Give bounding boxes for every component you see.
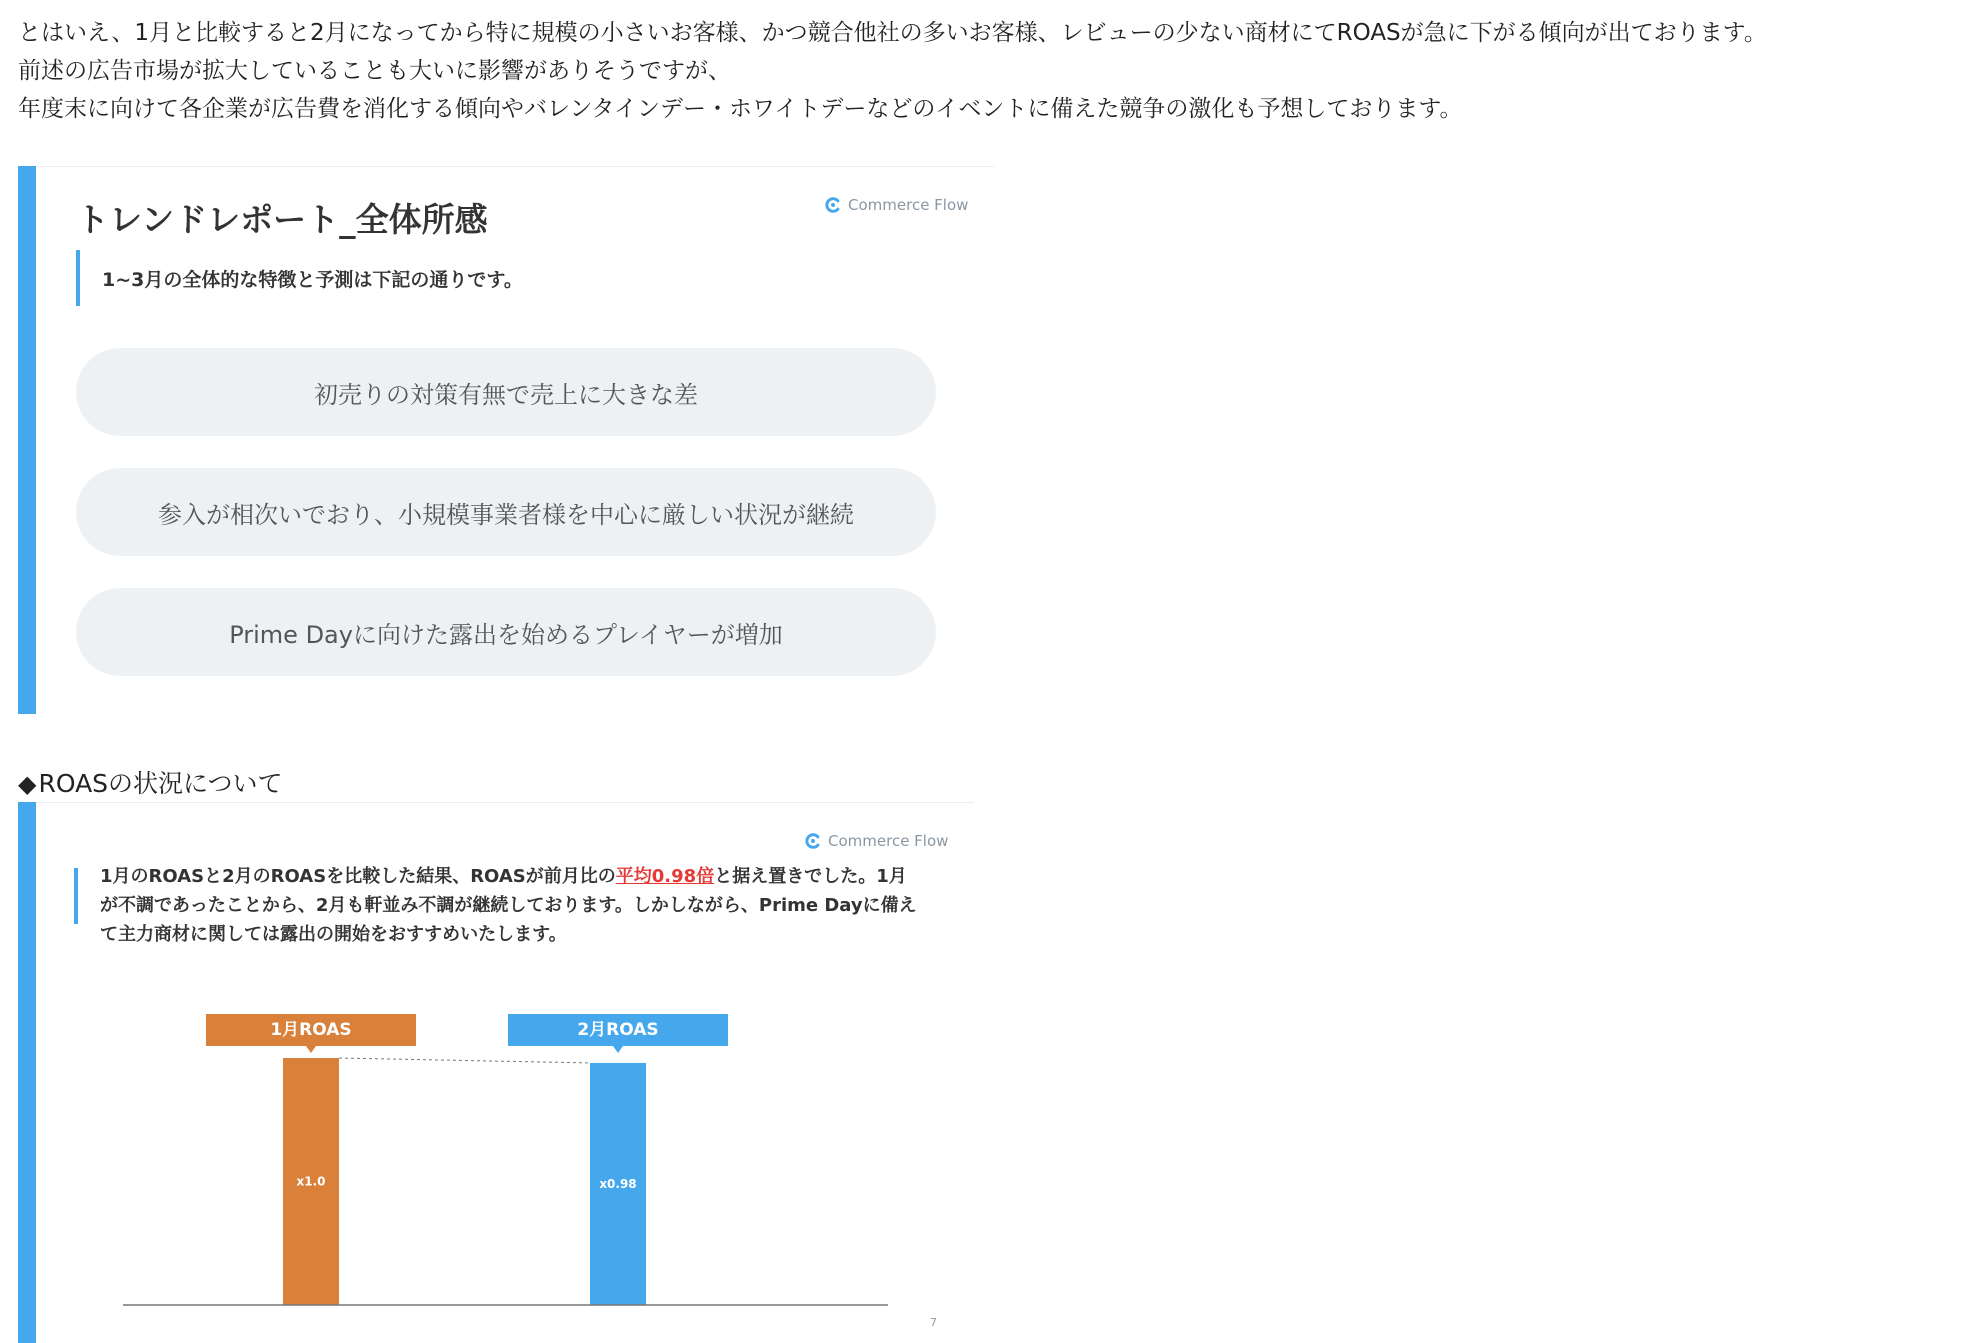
category-label-2: 2月ROAS <box>577 1020 659 1040</box>
slide-lead-quote <box>76 250 523 306</box>
brand-name: Commerce Flow <box>848 196 969 214</box>
slide-top-border <box>36 166 994 167</box>
intro-line-3: 年度末に向けて各企業が広告費を消化する傾向やバレンタインデー・ホワイトデーなどのイベントに備えた競争の激化も予想しております。 <box>18 96 1463 122</box>
slide-top-border <box>36 802 974 803</box>
summary-text-start: 1月のROASと2月のROASを比較した結果、ROASが前月比の <box>100 866 616 887</box>
section-heading-roas <box>18 764 283 800</box>
commerce-flow-logo-icon <box>804 832 822 850</box>
trend-point-2: 参入が相次いでおり、小規模事業者様を中心に厳しい状況が継続 <box>76 468 936 556</box>
brand-logo <box>804 832 948 850</box>
bar-value-label-2: x0.98 <box>599 1176 637 1191</box>
trend-point-1: 初売りの対策有無で売上に大きな差 <box>76 348 936 436</box>
roas-bar-chart <box>78 992 898 1332</box>
commerce-flow-logo-icon <box>824 196 842 214</box>
summary-text-end: と据え置きでした。1月が不調であったことから、2月も軒並み不調が継続しております。しかしながら、Prime Dayに備えて主力商材に関しては露出の開始をおすすめいたします。 <box>100 866 917 945</box>
slide-accent-bar <box>18 802 36 1343</box>
slide-title: トレンドレポート_全体所感 <box>76 200 488 239</box>
intro-line-2: 前述の広告市場が拡大していることも大いに影響がありそうですが、 <box>18 58 731 84</box>
lead-text: 1~3月の全体的な特徴と予測は下記の通りです。 <box>102 268 523 291</box>
intro-text <box>18 14 1968 128</box>
callout-pointer-1 <box>306 1046 316 1053</box>
roas-slide <box>18 802 974 1343</box>
trend-point-3: Prime Dayに向けた露出を始めるプレイヤーが増加 <box>76 588 936 676</box>
bar-value-label-1: x1.0 <box>296 1174 326 1189</box>
diamond-icon: ◆ <box>18 770 37 798</box>
category-label-1: 1月ROAS <box>270 1020 352 1040</box>
section-heading-text: ROASの状況について <box>38 769 283 798</box>
trend-report-slide <box>18 166 994 714</box>
brand-logo <box>824 196 968 214</box>
slide-accent-bar <box>18 166 36 714</box>
page-number: 7 <box>930 1316 937 1329</box>
summary-highlight: 平均0.98倍 <box>615 866 715 887</box>
roas-summary <box>74 866 920 945</box>
trend-connector-line <box>339 1058 590 1063</box>
callout-pointer-2 <box>613 1046 623 1053</box>
brand-name: Commerce Flow <box>828 832 949 850</box>
intro-line-1: とはいえ、1月と比較すると2月になってから特に規模の小さいお客様、かつ競合他社の多いお客様、レビューの少ない商材にてROASが急に下がる傾向が出ております。 <box>18 20 1767 46</box>
